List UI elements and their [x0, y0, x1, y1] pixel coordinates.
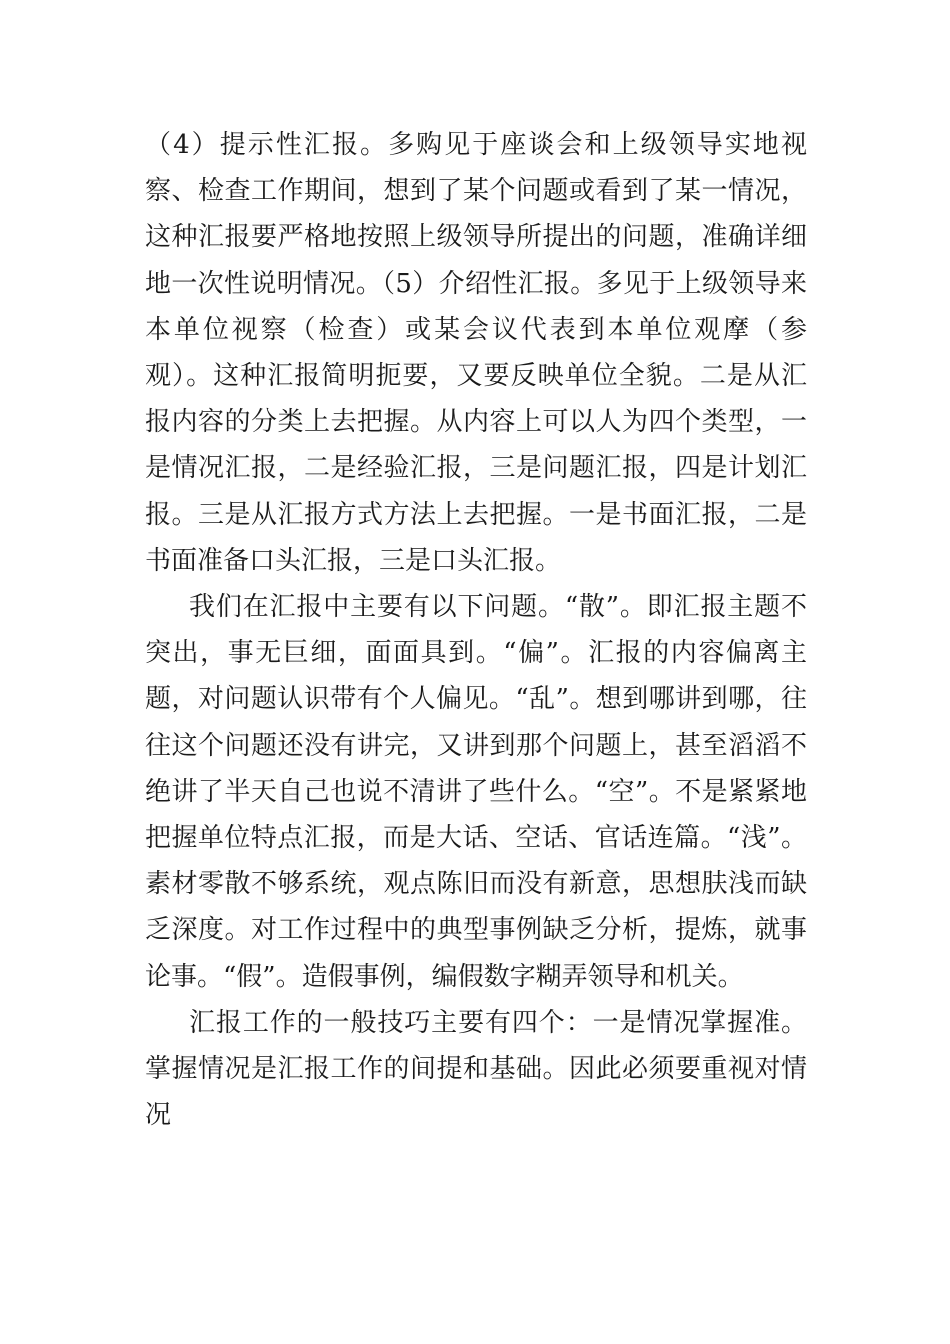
paragraph-report-types: （4）提示性汇报。多购见于座谈会和上级领导实地视察、检查工作期间，想到了某个问题或看到了某一情况，这种汇报要严格地按照上级领导所提出的问题，准确详细地一次性说明情况。（5）介绍性汇报。多见于上级领导来本单位视察（检查）或某会议代表到本单位观摩（参观）。这种汇报简明扼要，又要反映单位全貌。二是从汇报内容的分类上去把握。从内容上可以人为四个类型，一是情况汇报，二是经验汇报，三是问题汇报，四是计划汇报。三是从汇报方式方法上去把握。一是书面汇报，二是书面准备口头汇报，三是口头汇报。 — [145, 130, 807, 576]
paragraph-report-techniques: 汇报工作的一般技巧主要有四个：一是情况掌握准。掌握情况是汇报工作的间提和基础。因此必须要重视对情况 — [145, 1007, 807, 1131]
paragraph-report-problems: 我们在汇报中主要有以下问题。“散”。即汇报主题不突出，事无巨细，面面具到。“偏”。汇报的内容偏离主题，对问题认识带有个人偏见。“乱”。想到哪讲到哪，往往这个问题还没有讲完，又讲到那个问题上，甚至滔滔不绝讲了半天自己也说不清讲了些什么。“空”。不是紧紧地把握单位特点汇报，而是大话、空话、官话连篇。“浅”。素材零散不够系统，观点陈旧而没有新意，思想肤浅而缺乏深度。对工作过程中的典型事例缺乏分析，提炼，就事论事。“假”。造假事例，编假数字糊弄领导和机关。 — [145, 592, 807, 992]
document-body — [145, 122, 807, 1138]
